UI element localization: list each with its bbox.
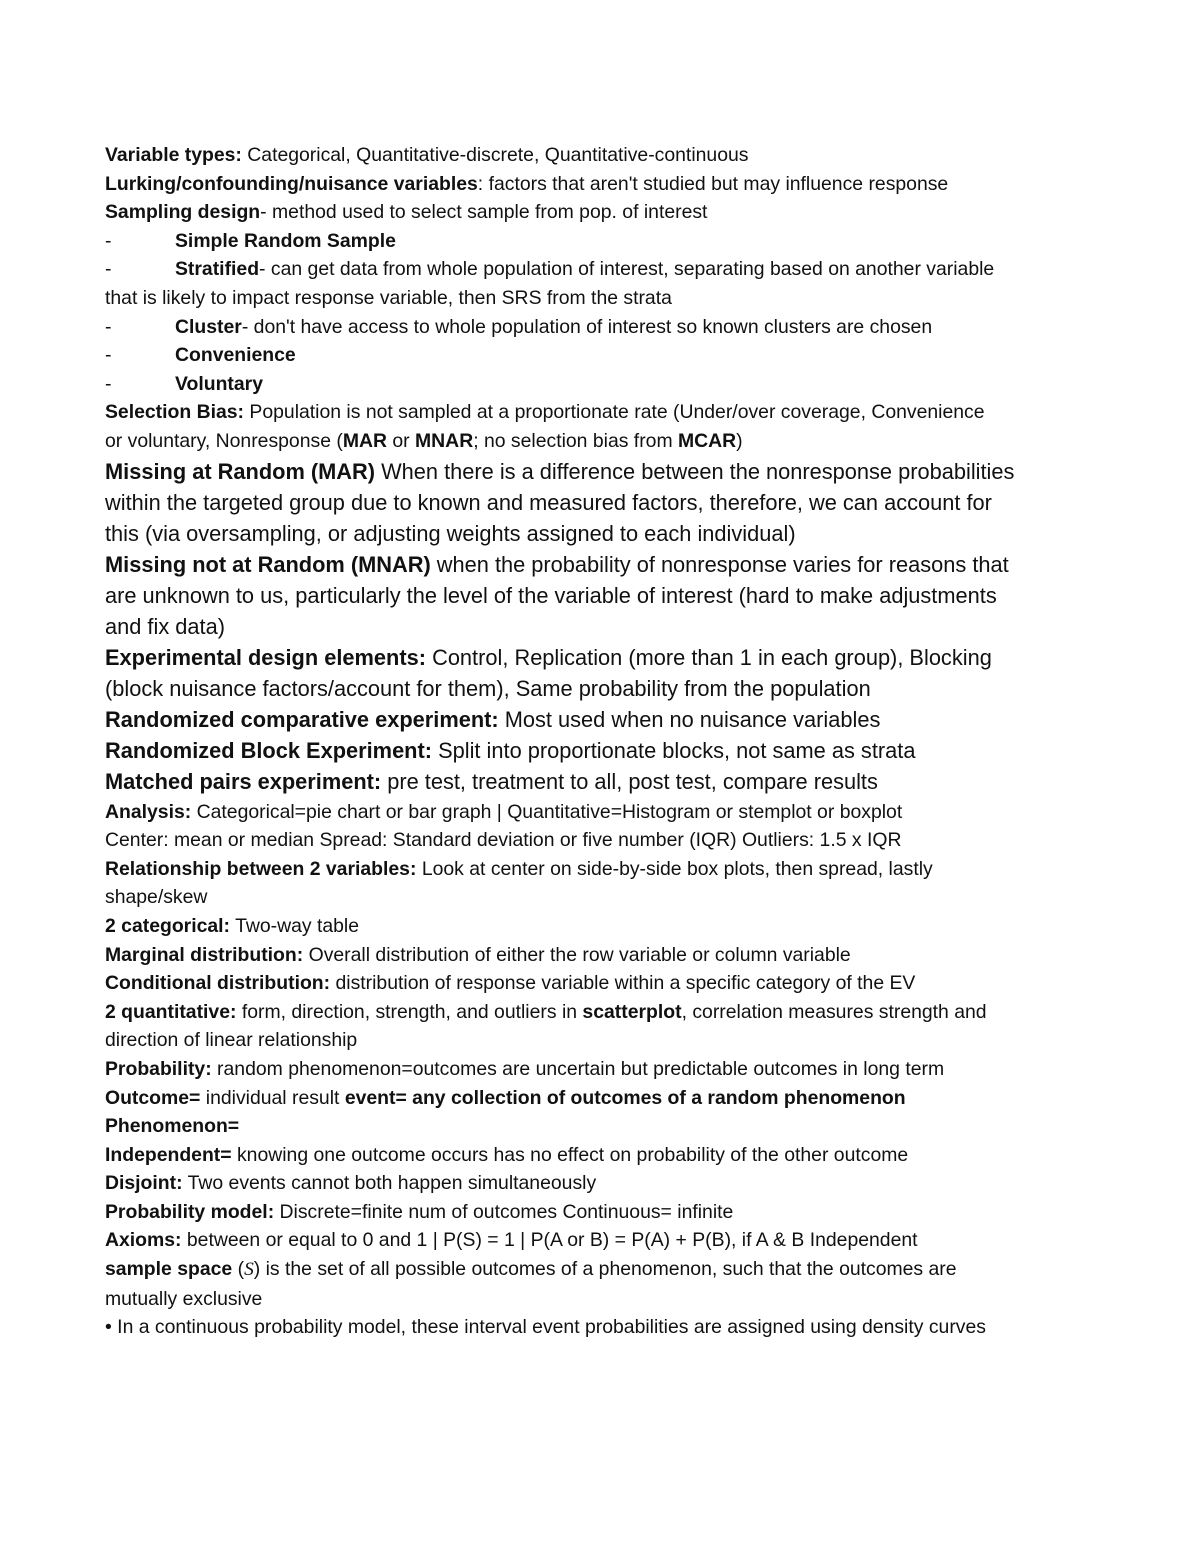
note-line [105,487,1105,518]
note-text: Control, Replication (more than 1 in each group), Blocking [426,645,992,671]
note-text: (block nuisance factors/account for them), Same probability from the population [105,676,871,702]
note-line [105,998,1105,1027]
note-line [105,941,1105,970]
note-line [105,255,1105,284]
note-line [105,227,1105,256]
note-text: when the probability of nonresponse varies for reasons that [430,551,1009,577]
note-line [105,370,1105,399]
note-line [105,549,1105,580]
bullet-marker: - [105,372,112,395]
bold-term: Independent= [105,1143,232,1166]
note-text: mutually exclusive [105,1287,263,1310]
note-line [105,284,1105,313]
note-text: form, direction, strength, and outliers in [236,1000,583,1023]
note-text: direction of linear relationship [105,1029,358,1052]
bold-term: Phenomenon= [105,1115,240,1138]
bold-term: Conditional distribution: [105,972,331,995]
bold-term: Missing at Random (MAR) [105,458,376,484]
note-text: Population is not sampled at a proportionate rate (Under/over coverage, Convenience [244,401,985,424]
bold-term: Variable types: [105,144,242,166]
bold-term: Selection Bias: [105,401,245,424]
bold-term: Sampling design [105,201,261,224]
note-text: ; no selection bias from [473,429,678,452]
note-text: Overall distribution of either the row variable or column variable [303,943,851,966]
note-line [105,456,1105,487]
note-text: Look at center on side-by-side box plots, then spread, lastly [416,857,933,880]
bullet-marker: - [105,258,112,281]
note-line [105,341,1105,370]
note-line [105,518,1105,549]
note-line [105,735,1105,766]
bold-term: Analysis: [105,800,192,823]
note-text: Two-way table [230,914,360,937]
bold-term: Simple Random Sample [175,229,396,252]
note-text: - method used to select sample from pop. of interest [260,201,708,224]
bold-term: Missing not at Random (MNAR) [105,551,431,577]
bold-term: sample space [105,1258,233,1281]
note-line [105,1169,1105,1198]
note-text: or voluntary, Nonresponse ( [105,429,343,452]
note-line [105,766,1105,797]
note-text: distribution of response variable within a specific category of the EV [330,972,916,995]
note-line [105,1226,1105,1255]
bold-term: 2 categorical: [105,914,231,937]
note-text: : factors that aren't studied but may influence response [477,172,949,195]
bold-term: Axioms: [105,1229,182,1252]
bold-term: 2 quantitative: [105,1000,237,1023]
note-text: Most used when no nuisance variables [498,707,881,733]
note-line [105,1141,1105,1170]
bold-term: MCAR [677,429,737,452]
note-text: Categorical=pie chart or bar graph | Quantitative=Histogram or stemplot or boxplot [191,800,903,823]
italic-symbol: S [244,1259,254,1281]
note-line [105,1026,1105,1055]
note-line [105,1055,1105,1084]
note-line [105,313,1105,342]
note-text: are unknown to us, particularly the level of the variable of interest (hard to make adjustments [105,582,997,608]
bold-term: Lurking/confounding/nuisance variables [105,172,478,195]
bullet-marker: - [105,344,112,367]
bold-term: Disjoint: [105,1172,183,1195]
note-line [105,704,1105,735]
note-text: pre test, treatment to all, post test, compare results [381,769,878,795]
note-line [105,1084,1105,1113]
bold-term: Convenience [175,344,296,367]
note-text: and fix data) [105,614,225,639]
bold-term: Outcome= [105,1086,201,1109]
note-text: knowing one outcome occurs has no effect on probability of the other outcome [231,1143,909,1166]
note-text: Two events cannot both happen simultaneously [182,1172,597,1195]
bold-term: Relationship between 2 variables: [105,857,417,880]
bold-term: Probability: [105,1057,212,1080]
document-body [105,141,1105,1342]
note-text: - can get data from whole population of interest, separating based on another variable [259,258,995,281]
note-text: random phenomenon=outcomes are uncertain but predictable outcomes in long term [211,1057,945,1080]
note-text: or [387,429,416,452]
bold-term: Randomized Block Experiment: [105,738,433,764]
note-line [105,580,1105,611]
note-line [105,912,1105,941]
note-text: that is likely to impact response variable, then SRS from the strata [105,286,672,309]
note-line [105,969,1105,998]
note-text: ( [232,1258,245,1281]
note-line [105,427,1105,456]
note-text: • In a continuous probability model, these interval event probabilities are assigned using density curves [105,1316,986,1339]
bold-term: Stratified [175,258,260,281]
bold-term: Cluster [175,315,242,338]
note-text: Categorical, Quantitative-discrete, Quantitative-continuous [241,144,749,166]
bullet-marker: - [105,229,112,252]
bullet-marker: - [105,315,112,338]
bold-term: Matched pairs experiment: [105,769,382,795]
note-line [105,1112,1105,1141]
note-text: Discrete=finite num of outcomes Continuous= infinite [274,1200,734,1223]
bold-term: Randomized comparative experiment: [105,707,499,733]
note-line [105,1255,1105,1285]
note-line [105,1285,1105,1314]
note-line [105,398,1105,427]
note-line [105,611,1105,642]
bold-term: Marginal distribution: [105,943,304,966]
note-text: ) [736,429,743,452]
note-line [105,1198,1105,1227]
note-text: individual result [200,1086,345,1109]
note-line [105,883,1105,912]
note-line [105,141,1105,170]
note-line [105,673,1105,704]
bold-term: Probability model: [105,1200,275,1223]
bold-term: MAR [342,429,387,452]
note-text: between or equal to 0 and 1 | P(S) = 1 | P(A or B) = P(A) + P(B), if A & B Independent [181,1229,918,1252]
bold-term: MNAR [415,429,474,452]
note-text: - don't have access to whole population of interest so known clusters are chosen [241,315,933,338]
note-line [105,642,1105,673]
note-text: within the targeted group due to known and measured factors, therefore, we can account for [105,489,992,515]
note-line [105,798,1105,827]
note-text: When there is a difference between the nonresponse probabilities [375,458,1015,484]
bold-term: scatterplot [582,1000,682,1023]
note-line [105,826,1105,855]
note-text: shape/skew [105,886,208,909]
note-line [105,198,1105,227]
note-text: Center: mean or median Spread: Standard deviation or five number (IQR) Outliers: 1.5 x IQR [105,829,902,852]
note-text: this (via oversampling, or adjusting weights assigned to each individual) [105,520,796,546]
note-line [105,1313,1105,1342]
bold-term: event= any collection of outcomes of a random phenomenon [344,1086,906,1109]
bold-term: Voluntary [175,372,263,395]
note-line [105,855,1105,884]
note-text: ) is the set of all possible outcomes of a phenomenon, such that the outcomes are [253,1258,957,1281]
note-text: Split into proportionate blocks, not same as strata [432,738,916,764]
note-line [105,170,1105,199]
note-text: , correlation measures strength and [681,1000,987,1023]
bold-term: Experimental design elements: [105,645,427,671]
